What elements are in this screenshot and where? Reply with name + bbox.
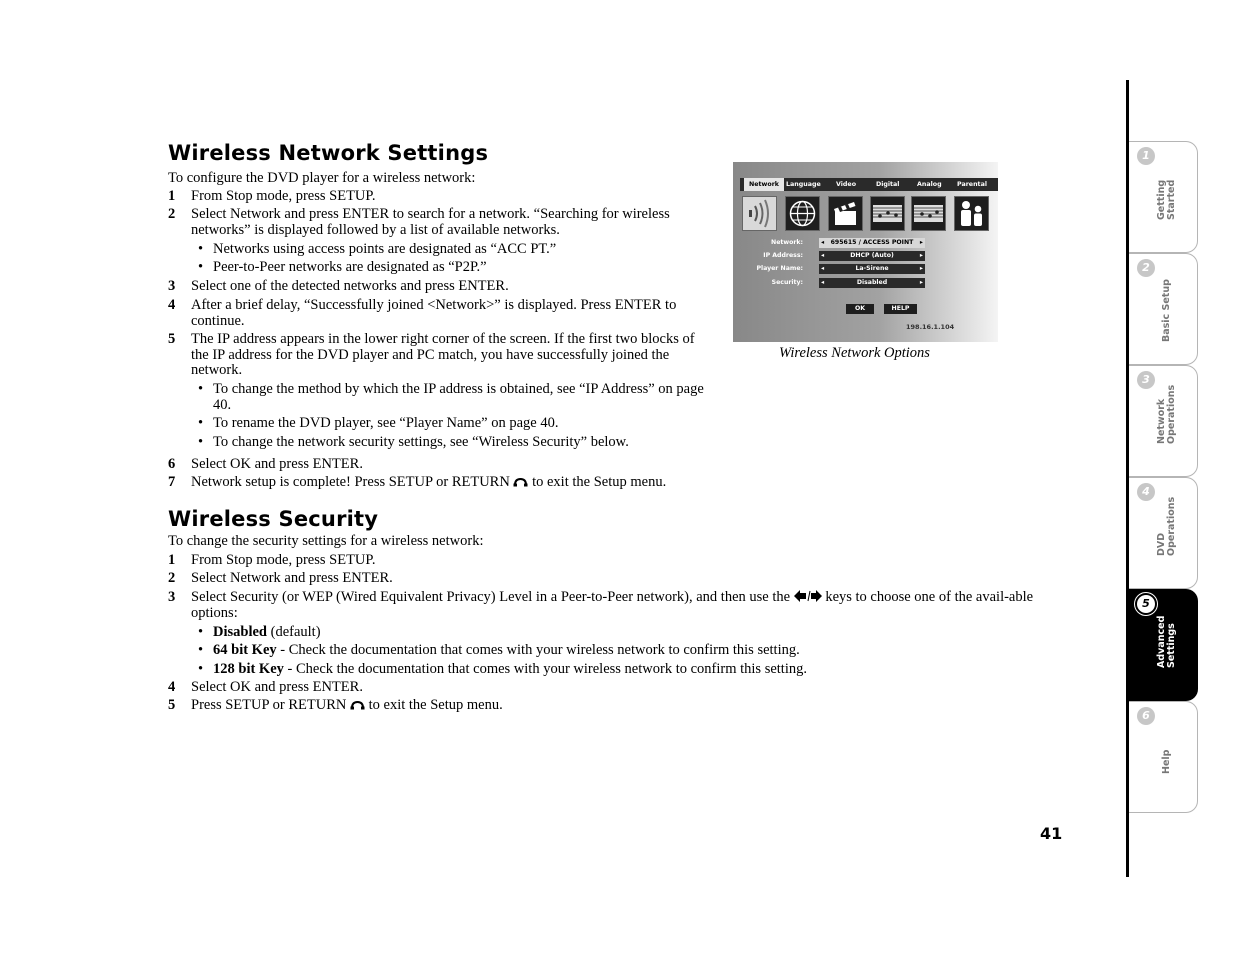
section1-step: [168, 279, 713, 295]
step-number: 3: [168, 589, 176, 605]
section2-step: 3 Select Security (or WEP (Wired Equivalent Privacy) Level in a Peer-to-Peer network), and then use the keys to choose one of the avail-able options:: [168, 589, 1034, 621]
tab-network[interactable]: Network: [744, 178, 784, 191]
step-text: After a brief delay, “Successfully joined <Network>” is displayed. Press ENTER to continue.: [191, 297, 677, 329]
step-text: The IP address appears in the lower right corner of the screen. If the first two blocks of the IP address for the DVD player and PC match, you have successfully joined the network.: [191, 331, 695, 378]
clapperboard-icon[interactable]: [828, 196, 863, 231]
chapter-number-badge: 6: [1137, 707, 1155, 725]
step-number: 6: [168, 456, 176, 472]
step-number: 7: [168, 474, 176, 490]
list-item: • 64 bit Key - Check the documentation that comes with your wireless network to confirm this setting.: [198, 642, 800, 658]
bullet-icon: •: [198, 381, 204, 397]
chapter-tab-help[interactable]: [1129, 701, 1198, 813]
chapter-tab-label: Basic Setup: [1161, 279, 1172, 342]
player-name-select[interactable]: ◂ La-Sirene ▸: [821, 265, 923, 272]
ip-address-readout: 198.16.1.104: [906, 323, 955, 331]
arrow-right-icon: ▸: [919, 265, 923, 272]
list-item: • To change the method by which the IP address is obtained, see “IP Address” on page 40.: [198, 381, 704, 413]
step-text: Select OK and press ENTER.: [191, 456, 363, 472]
music-notes-icon[interactable]: [911, 196, 946, 231]
chapter-number-badge: 1: [1137, 147, 1155, 165]
left-right-arrow-keys-icon: [794, 590, 822, 602]
arrow-right-icon: ▸: [919, 279, 923, 286]
field-label-player-name: Player Name:: [756, 265, 803, 272]
chapter-tab-basic-setup[interactable]: [1129, 253, 1198, 365]
arrow-left-icon: ◂: [821, 252, 825, 259]
network-select[interactable]: ◂ 695615 / ACCESS POINT ▸: [821, 239, 923, 246]
wireless-icon[interactable]: [742, 196, 777, 231]
step-number: 5: [168, 697, 176, 713]
tab-video[interactable]: Video: [836, 181, 857, 188]
bullet-icon: •: [198, 241, 204, 257]
step-text: Select OK and press ENTER.: [191, 679, 363, 695]
setup-tab-bar: [740, 178, 998, 191]
section1-intro: To configure the DVD player for a wireless network:: [168, 170, 476, 186]
tab-analog[interactable]: Analog: [917, 181, 942, 188]
section1-step: [168, 189, 713, 205]
list-item: • Peer-to-Peer networks are designated as “P2P.”: [198, 259, 487, 275]
step-text: From Stop mode, press SETUP.: [191, 188, 376, 204]
section2-step: [168, 571, 1073, 587]
bullet-icon: •: [198, 642, 204, 658]
list-item: • Networks using access points are designated as “ACC PT.”: [198, 241, 557, 257]
list-item: • To rename the DVD player, see “Player Name” on page 40.: [198, 415, 559, 431]
step-number: 4: [168, 679, 176, 695]
list-item: • To change the network security settings, see “Wireless Security” below.: [198, 434, 629, 450]
people-icon[interactable]: [954, 196, 989, 231]
arrow-right-icon: ▸: [919, 239, 923, 246]
step-text: Select Network and press ENTER.: [191, 570, 393, 586]
section2-step: [168, 680, 1073, 696]
chapter-tab-dvd-operations[interactable]: [1129, 477, 1198, 589]
security-select[interactable]: ◂ Disabled ▸: [821, 279, 923, 286]
chapter-number-badge: 3: [1137, 371, 1155, 389]
chapter-tab-label: Help: [1161, 749, 1172, 774]
section1-step: [168, 298, 713, 329]
bullet-icon: •: [198, 259, 204, 275]
return-icon: [513, 477, 528, 487]
section1-step: 7 Network setup is complete! Press SETUP or RETURN to exit the Setup menu.: [168, 474, 667, 490]
chapter-tab-getting-started[interactable]: [1129, 141, 1198, 253]
step-number: 1: [168, 552, 176, 568]
arrow-left-icon: ◂: [821, 265, 825, 272]
field-label-network: Network:: [771, 239, 803, 246]
section-title-wireless-security: Wireless Security: [168, 507, 379, 531]
music-notes-icon[interactable]: [870, 196, 905, 231]
chapter-number-badge: 5: [1137, 595, 1155, 613]
ok-button[interactable]: OK: [846, 304, 874, 314]
section2-step: [168, 553, 1073, 569]
bullet-icon: •: [198, 661, 204, 677]
figure-caption: Wireless Network Options: [779, 345, 930, 361]
arrow-right-icon: ▸: [919, 252, 923, 259]
tab-language[interactable]: Language: [786, 181, 821, 188]
step-text: From Stop mode, press SETUP.: [191, 552, 376, 568]
bullet-icon: •: [198, 415, 204, 431]
list-item: • 128 bit Key - Check the documentation that comes with your wireless network to confirm this setting.: [198, 661, 807, 677]
step-number: 1: [168, 188, 176, 204]
return-icon: [350, 700, 365, 710]
bullet-icon: •: [198, 624, 204, 640]
step-text: Select Network and press ENTER to search for a network. “Searching for wireless networks” is displayed followed by a list of available networks.: [191, 206, 670, 238]
bullet-icon: •: [198, 434, 204, 450]
chapter-tab-label: DVD Operations: [1156, 496, 1177, 556]
page-number: 41: [1040, 824, 1063, 843]
chapter-tab-label: Getting Started: [1156, 179, 1177, 220]
arrow-left-icon: ◂: [821, 239, 825, 246]
step-number: 2: [168, 570, 176, 586]
section2-intro: To change the security settings for a wireless network:: [168, 533, 484, 549]
step-text: Select one of the detected networks and press ENTER.: [191, 278, 509, 294]
tab-parental[interactable]: Parental: [957, 181, 987, 188]
arrow-left-icon: ◂: [821, 279, 825, 286]
step-number: 4: [168, 297, 176, 313]
ip-address-select[interactable]: ◂ DHCP (Auto) ▸: [821, 252, 923, 259]
chapter-tab-label: Advanced Settings: [1156, 615, 1177, 668]
field-label-security: Security:: [771, 279, 803, 286]
chapter-tab-label: Network Operations: [1156, 384, 1177, 444]
step-number: 3: [168, 278, 176, 294]
section1-step: [168, 207, 713, 238]
wireless-network-options-screenshot: [733, 162, 998, 342]
list-item: • Disabled (default): [198, 624, 321, 640]
chapter-tab-advanced-settings[interactable]: [1129, 589, 1198, 701]
chapter-number-badge: 2: [1137, 259, 1155, 277]
chapter-number-badge: 4: [1137, 483, 1155, 501]
step-number: 2: [168, 206, 176, 222]
step-number: 5: [168, 331, 176, 347]
section-title-wireless-network-settings: Wireless Network Settings: [168, 141, 489, 165]
field-label-ip-address: IP Address:: [763, 252, 803, 259]
help-button[interactable]: HELP: [884, 304, 917, 314]
tab-digital[interactable]: Digital: [876, 181, 900, 188]
section1-step: [168, 457, 713, 473]
section1-step: [168, 332, 713, 379]
chapter-tab-network-operations[interactable]: [1129, 365, 1198, 477]
globe-icon[interactable]: [785, 196, 820, 231]
section2-step: 5 Press SETUP or RETURN to exit the Setup menu.: [168, 697, 503, 713]
